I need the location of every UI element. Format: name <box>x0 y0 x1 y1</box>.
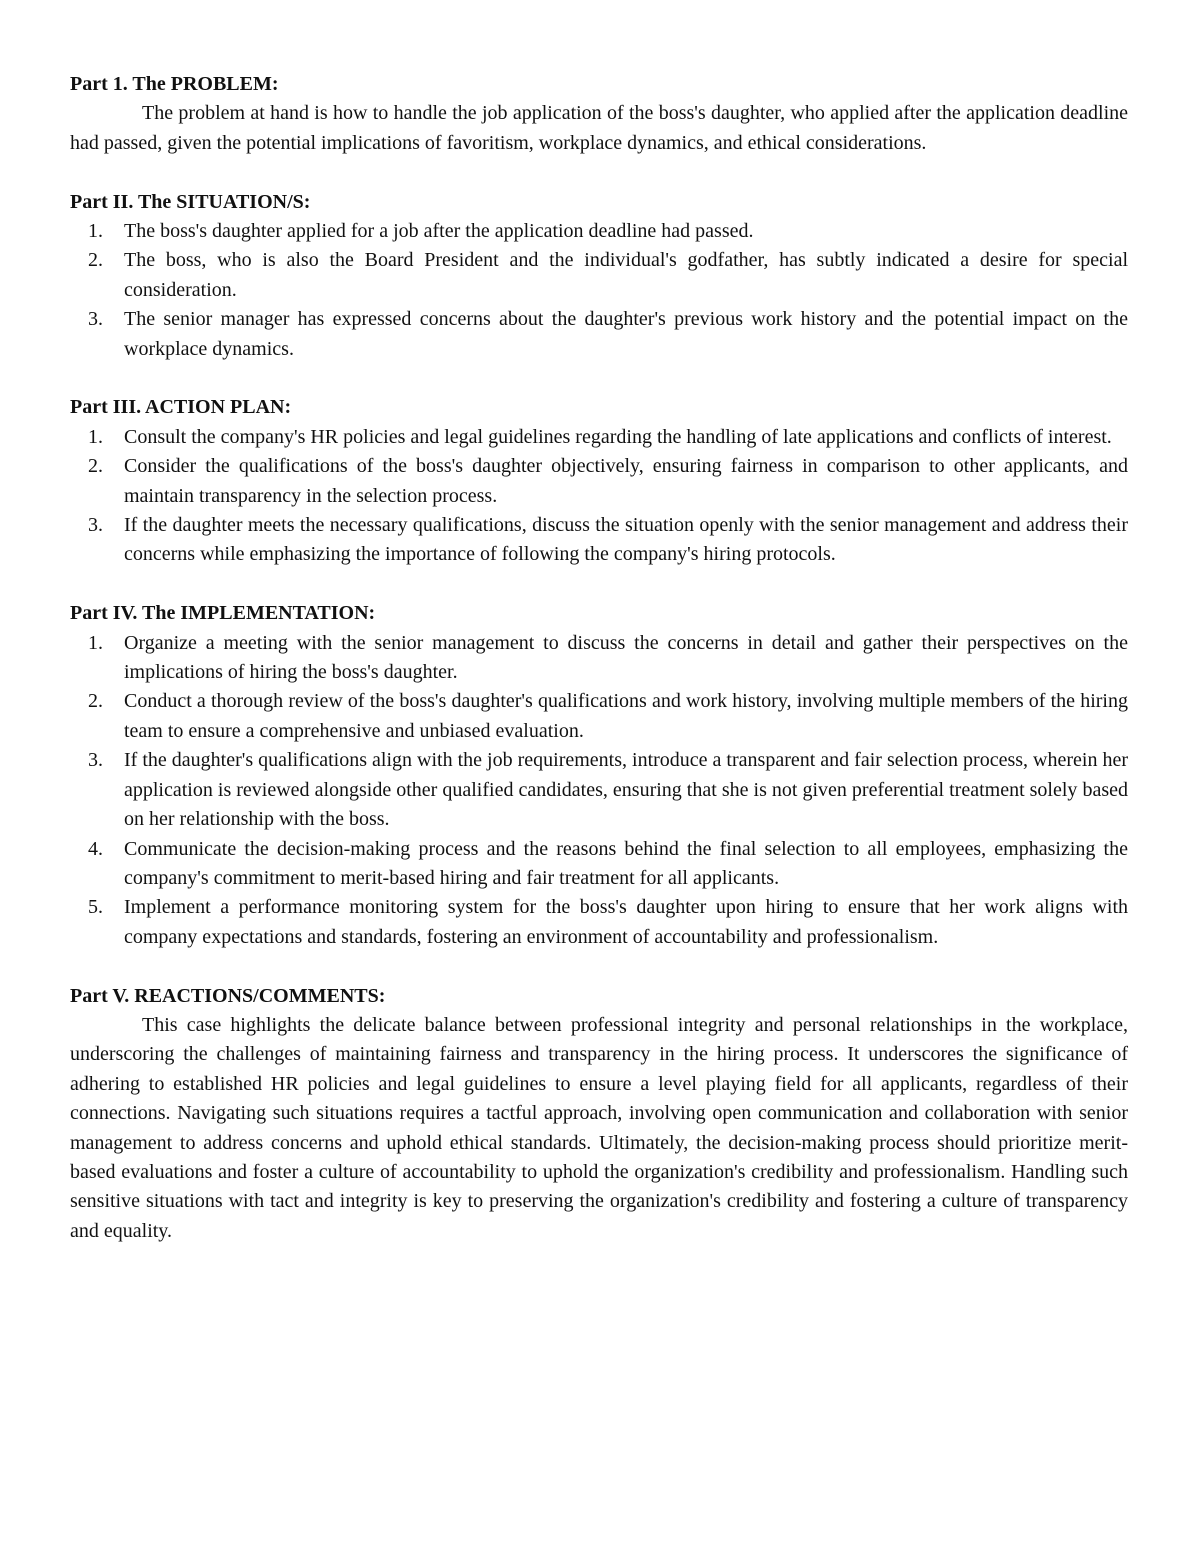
list-item <box>70 835 1128 894</box>
section-heading: Part IV. The IMPLEMENTATION: <box>70 602 376 625</box>
list-item-text: The senior manager has expressed concerns about the daughter's previous work history and the potential impact on the workplace dynamics. <box>124 308 1128 360</box>
list-number: 2. <box>88 249 103 272</box>
document-page <box>70 70 1128 1246</box>
list-number: 4. <box>88 837 103 860</box>
list-number: 3. <box>88 308 103 331</box>
list-item <box>70 217 1128 246</box>
list-number: 3. <box>88 749 103 772</box>
list-item-text: Organize a meeting with the senior management to discuss the concerns in detail and gather their perspectives on the implications of hiring the boss's daughter. <box>124 631 1128 684</box>
situations-list <box>70 217 1128 364</box>
list-number: 2. <box>88 455 103 478</box>
list-item <box>70 305 1128 364</box>
list-item <box>70 687 1128 746</box>
list-item-text: The boss, who is also the Board President and the individual's godfather, has subtly indicated a desire for special consideration. <box>124 249 1128 301</box>
section-heading: Part V. REACTIONS/COMMENTS: <box>70 984 386 1007</box>
list-item <box>70 452 1128 511</box>
section-heading: Part II. The SITUATION/S: <box>70 190 311 213</box>
list-item <box>70 893 1128 952</box>
list-item-text: Consider the qualifications of the boss's daughter objectively, ensuring fairness in comparison to other applicants, and maintain transparency in the selection process. <box>124 455 1128 507</box>
list-item <box>70 246 1128 305</box>
problem-paragraph: The problem at hand is how to handle the job application of the boss's daughter, who applied after the application deadline had passed, given the potential implications of favoritism, workplace dynamics, and ethical considerations. <box>70 102 1128 154</box>
section-heading: Part 1. The PROBLEM: <box>70 73 279 95</box>
section-reactions <box>70 982 1128 1247</box>
list-number: 1. <box>88 631 103 654</box>
reactions-paragraph: This case highlights the delicate balance between professional integrity and personal relationships in the workplace, underscoring the challenges of maintaining fairness and transparency in the hiring process. It underscores the significance of adhering to established HR policies and legal guidelines to ensure a level playing field for all applicants, regardless of their connections. Navigating such situations requires a tactful approach, involving open communication and collaboration with senior management to address concerns and uphold ethical standards. Ultimately, the decision-making process should prioritize merit-based evaluations and foster a culture of accountability to uphold the organization's credibility and professionalism. Handling such sensitive situations with tact and integrity is key to preserving the organization's credibility and fostering a culture of transparency and equality. <box>70 1013 1128 1242</box>
list-number: 1. <box>88 220 103 243</box>
implementation-list <box>70 629 1128 952</box>
list-number: 3. <box>88 514 103 537</box>
list-item-text: Consult the company's HR policies and legal guidelines regarding the handling of late applications and conflicts of interest. <box>124 425 1112 448</box>
list-item <box>70 629 1128 688</box>
list-number: 5. <box>88 896 103 919</box>
list-item-text: The boss's daughter applied for a job after the application deadline had passed. <box>124 220 754 243</box>
section-implementation <box>70 599 1128 952</box>
list-item-text: Communicate the decision-making process and the reasons behind the final selection to all employees, emphasizing the company's commitment to merit-based hiring and fair treatment for all applicants. <box>124 837 1128 889</box>
list-item-text: Conduct a thorough review of the boss's daughter's qualifications and work history, involving multiple members of the hiring team to ensure a comprehensive and unbiased evaluation. <box>124 690 1128 742</box>
list-item-text: If the daughter meets the necessary qualifications, discuss the situation openly with the senior management and address their concerns while emphasizing the importance of following the company's hiring protocols. <box>124 514 1128 566</box>
list-number: 1. <box>88 425 103 448</box>
section-heading: Part III. ACTION PLAN: <box>70 396 292 419</box>
list-item-text: Implement a performance monitoring system for the boss's daughter upon hiring to ensure that her work aligns with company expectations and standards, fostering an environment of accountability and professionalism. <box>124 896 1128 948</box>
section-problem <box>70 70 1128 158</box>
list-item <box>70 746 1128 834</box>
list-item <box>70 511 1128 570</box>
section-action-plan <box>70 393 1128 569</box>
list-item-text: If the daughter's qualifications align with the job requirements, introduce a transparent and fair selection process, wherein her application is reviewed alongside other qualified candidates, ensuring that she is not given preferential treatment solely based on her relationship with the boss. <box>124 749 1128 831</box>
action-plan-list <box>70 423 1128 570</box>
list-number: 2. <box>88 690 103 713</box>
section-situations <box>70 188 1128 364</box>
list-item <box>70 423 1128 452</box>
